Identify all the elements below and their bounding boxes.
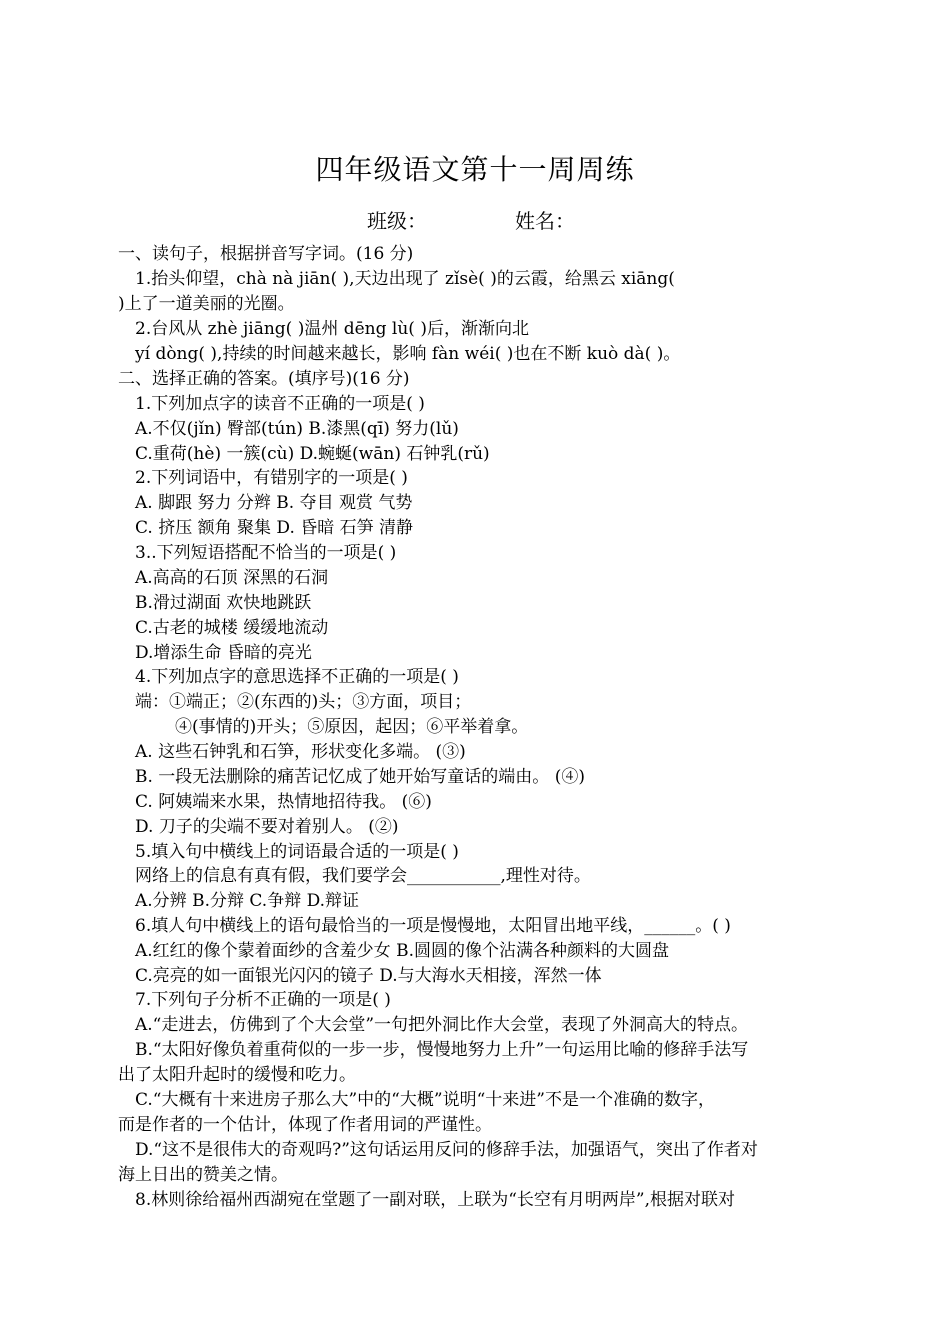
q2-options-ab: A. 脚跟 努力 分辫 B. 夺目 观赏 气势 xyxy=(135,493,413,513)
section1-line-1: 1.抬头仰望，chà nà jiān( ),天边出现了 zǐsè( )的云霞，给黑云 xiāng( xyxy=(135,269,675,289)
q8-stem: 8.林则徐给福州西湖宛在堂题了一副对联，上联为“长空有月明两岸”,根据对联对 xyxy=(135,1190,736,1210)
q5-options: A.分辨 B.分辩 C.争辩 D.辩证 xyxy=(135,891,360,911)
section1-line-4: yí dòng( ),持续的时间越来越长，影响 fàn wéi( )也在不断 kuò dà( )。 xyxy=(135,344,681,364)
name-label: 姓名： xyxy=(515,209,575,233)
section2-heading: 二、选择正确的答案。(填序号)(16 分) xyxy=(118,369,410,389)
q6-stem: 6.填人句中横线上的语句最恰当的一项是慢慢地，太阳冒出地平线，______。( ) xyxy=(135,916,731,936)
class-label: 班级： xyxy=(367,209,427,233)
q7-option-c-line2: 而是作者的一个估计，体现了作者用词的严谨性。 xyxy=(118,1115,492,1135)
q7-option-c-line1: C.“大概有十来进房子那么大”中的“大概”说明“十来进”不是一个准确的数字， xyxy=(135,1090,715,1110)
q4-stem: 4.下列加点字的意思选择不正确的一项是( ) xyxy=(135,667,459,687)
q3-stem: 3..下列短语搭配不恰当的一项是( ) xyxy=(135,543,397,563)
section1-heading: 一、读句子，根据拼音写字词。(16 分) xyxy=(118,244,414,264)
q7-option-b-line2: 出了太阳升起时的缓慢和吃力。 xyxy=(118,1065,356,1085)
q3-option-d: D.增添生命 昏暗的亮光 xyxy=(135,643,312,663)
q4-option-a: A. 这些石钟乳和石笋，形状变化多端。 (③) xyxy=(135,742,466,762)
q4-option-b: B. 一段无法删除的痛苦记忆成了她开始写童话的端由。 (④) xyxy=(135,767,585,787)
q5-sentence: 网络上的信息有真有假，我们要学会___________,理性对待。 xyxy=(135,866,591,886)
q6-options-ab: A.红红的像个蒙着面纱的含羞少女 B.圆圆的像个沾满各种颜料的大圆盘 xyxy=(135,941,669,961)
q2-options-cd: C. 挤压 额角 聚集 D. 昏暗 石笋 清静 xyxy=(135,518,414,538)
page-title: 四年级语文第十一周周练 xyxy=(315,153,635,186)
q4-option-c: C. 阿姨端来水果，热情地招待我。 (⑥) xyxy=(135,792,432,812)
q7-option-d-line2: 海上日出的赞美之情。 xyxy=(118,1165,288,1185)
section1-line-2: )上了一道美丽的光圈。 xyxy=(118,294,295,314)
section1-line-3: 2.台风从 zhè jiāng( )温州 dēng lù( )后，渐渐向北 xyxy=(135,319,529,339)
q7-option-a: A.“走进去，仿佛到了个大会堂”一句把外洞比作大会堂，表现了外洞高大的特点。 xyxy=(135,1015,749,1035)
q5-stem: 5.填入句中横线上的词语最合适的一项是( ) xyxy=(135,842,459,862)
q7-stem: 7.下列句子分析不正确的一项是( ) xyxy=(135,990,391,1010)
q3-option-a: A.高高的石顶 深黑的石洞 xyxy=(135,568,329,588)
student-info-line xyxy=(367,205,575,234)
q2-stem: 2.下列词语中，有错别字的一项是( ) xyxy=(135,468,408,488)
q3-option-c: C.古老的城楼 缓缓地流动 xyxy=(135,618,329,638)
q6-options-cd: C.亮亮的如一面银光闪闪的镜子 D.与大海水天相接，浑然一体 xyxy=(135,966,602,986)
q4-definitions-1: 端：①端正；②(东西的)头；③方面，项目； xyxy=(135,692,472,712)
q1-stem: 1.下列加点字的读音不正确的一项是( ) xyxy=(135,394,425,414)
q7-option-d-line1: D.“这不是很伟大的奇观吗?”这句话运用反问的修辞手法，加强语气，突出了作者对 xyxy=(135,1140,758,1160)
q3-option-b: B.滑过湖面 欢快地跳跃 xyxy=(135,593,312,613)
q1-options-ab: A.不仅(jǐn) 臀部(tún) B.漆黑(qī) 努力(lǔ) xyxy=(135,419,459,439)
q1-options-cd: C.重荷(hè) 一簇(cù) D.蜿蜒(wān) 石钟乳(rǔ) xyxy=(135,444,490,464)
q4-definitions-2: ④(事情的)开头；⑤原因，起因；⑥平举着拿。 xyxy=(175,717,529,737)
q7-option-b-line1: B.“太阳好像负着重荷似的一步一步，慢慢地努力上升”一句运用比喻的修辞手法写 xyxy=(135,1040,749,1060)
q4-option-d: D. 刀子的尖端不要对着别人。 (②) xyxy=(135,817,399,837)
